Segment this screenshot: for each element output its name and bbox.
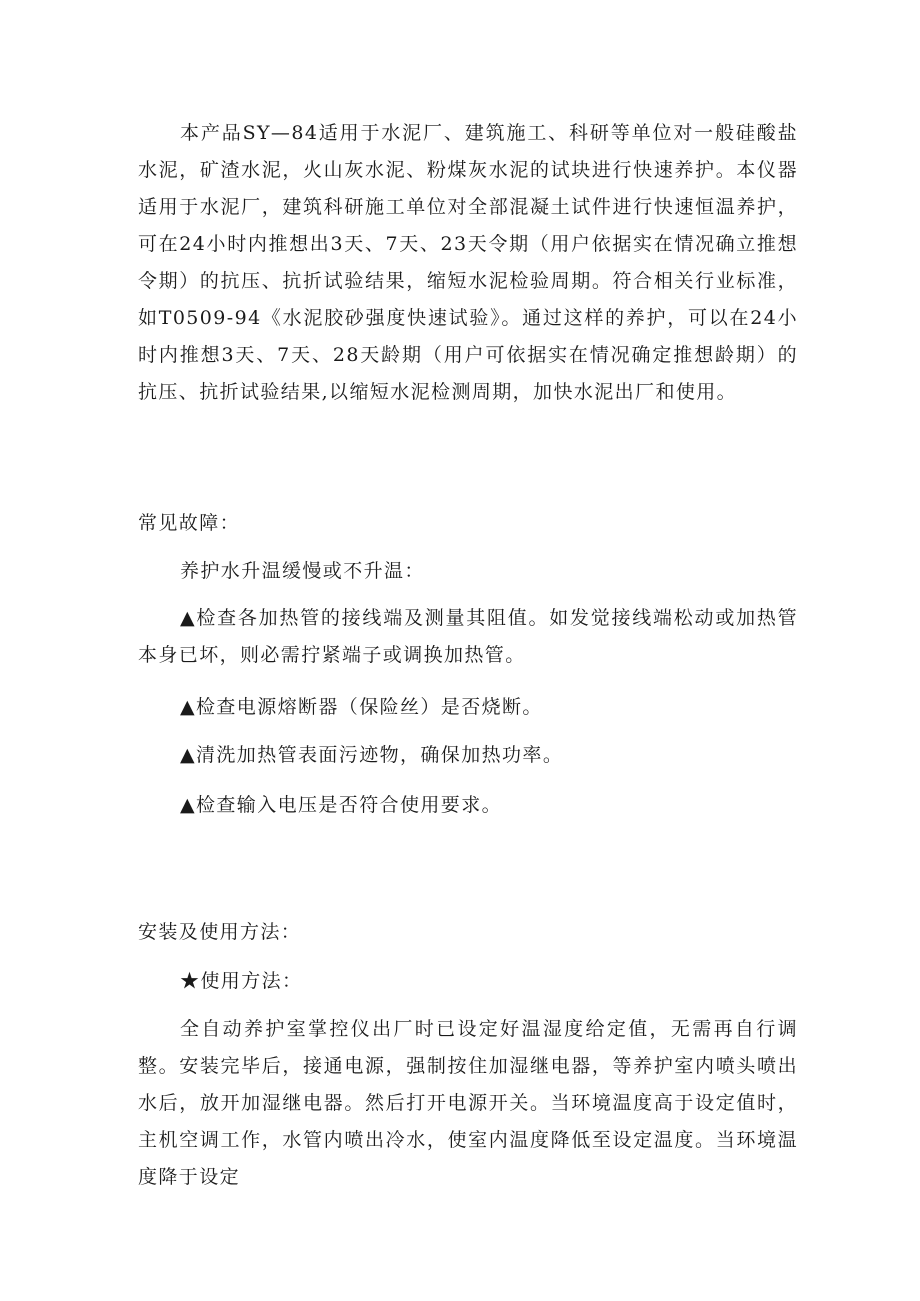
faults-heading: 常见故障： bbox=[138, 512, 241, 534]
intro-paragraph: 本产品SY—84适用于水泥厂、建筑施工、科研等单位对一般硅酸盐水泥，矿渣水泥，火山灰水泥、粉煤灰水泥的试块进行快速养护。本仪器适用于水泥厂，建筑科研施工单位对全部混凝土试件进行快速恒温养护，可在24小时内推想出3天、7天、23天令期（用户依据实在情况确立推想令期）的抗压、抗折试验结果，缩短水泥检验周期。符合相关行业标准，如T0509-94《水泥胶砂强度快速试验》。通过这样的养护，可以在24小时内推想3天、7天、28天龄期（用户可依据实在情况确定推想龄期）的抗压、抗折试验结果,以缩短水泥检测周期，加快水泥出厂和使用。 bbox=[138, 122, 798, 403]
faults-subheading: 养护水升温缓慢或不升温： bbox=[180, 560, 425, 582]
fault-item-2: ▲检查电源熔断器（保险丝）是否烧断。 bbox=[180, 696, 543, 718]
install-heading: 安装及使用方法： bbox=[138, 921, 302, 943]
fault-item-3: ▲清洗加热管表面污迹物，确保加热功率。 bbox=[180, 744, 564, 766]
install-subheading: ★使用方法： bbox=[180, 970, 303, 992]
install-body-paragraph: 全自动养护室掌控仪出厂时已设定好温湿度给定值，无需再自行调整。安装完毕后，接通电源，强制按住加湿继电器，等养护室内喷头喷出水后，放开加湿继电器。然后打开电源开关。当环境温度高于设定值时，主机空调工作，水管内喷出冷水，使室内温度降低至设定温度。当环境温度降于设定 bbox=[138, 1018, 798, 1188]
fault-item-1: ▲检查各加热管的接线端及测量其阻值。如发觉接线端松动或加热管本身已坏，则必需拧紧端子或调换加热管。 bbox=[138, 607, 798, 666]
fault-item-4: ▲检查输入电压是否符合使用要求。 bbox=[180, 794, 503, 816]
